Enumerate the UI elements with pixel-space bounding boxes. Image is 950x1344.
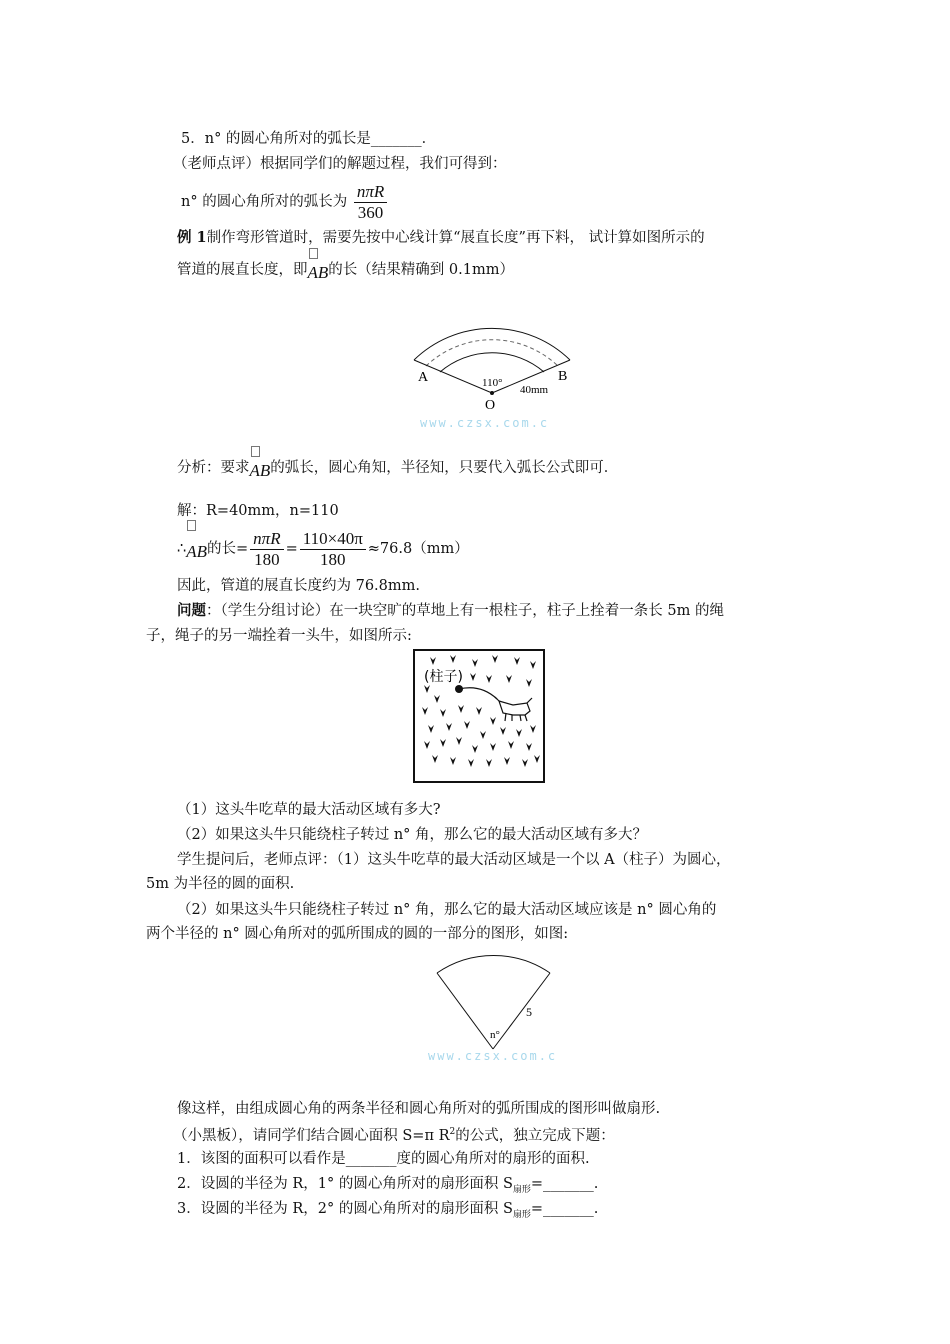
task-2-end: =_______. [530,1176,599,1192]
calc-equals: = [285,541,298,557]
sector-angle-label: n° [490,1029,500,1041]
formula-numerator: nπR [354,182,387,203]
arc-ab-label: AB [249,461,271,480]
label-o: O [485,398,496,413]
post-label: (柱子) [424,669,463,685]
therefore-symbol: ∴ [177,541,187,557]
watermark: www.czsx.com.c [428,1049,558,1063]
question-1: （1）这头牛吃草的最大活动区域有多大? [177,802,441,818]
sector-radius-label: 5 [526,1005,532,1019]
example-1-line2 [177,252,514,288]
example-1-line1 [177,228,705,248]
angle-label: 110° [482,377,503,389]
watermark: www.czsx.com.c [420,416,550,430]
sector-diagram [420,950,580,1065]
label-a: A [418,370,429,385]
example-line2-end: 的长（结果精确到 0.1mm） [328,262,514,278]
task-2 [177,1174,598,1200]
teacher-comment: （老师点评）根据同学们的解题过程，我们可得到： [173,156,507,172]
arc-ab-symbol [250,450,271,486]
task-2-start: 2．设圆的半径为 R，1° 的圆心角所对的扇形面积 S [177,1176,513,1192]
task-2-subscript: 扇形 [512,1184,531,1195]
label-b: B [558,369,568,384]
arc-length-formula [181,180,389,224]
arc-ab-symbol [308,252,329,288]
analysis-end: 的弧长，圆心角知，半径知，只要代入弧长公式即可． [270,460,619,476]
calc-fraction-1-den: 180 [254,549,280,569]
small-blackboard [173,1122,615,1146]
calc-fraction-1-num: nπR [250,529,283,550]
problem-line1 [177,601,724,621]
conclusion: 因此，管道的展直长度约为 76.8mm. [177,578,421,594]
cow-field-diagram [413,649,545,783]
task-3 [177,1199,598,1225]
calc-fraction-1 [250,529,283,570]
pipe-diagram [400,300,600,435]
board-text-start: （小黑板），请同学们结合圆心面积 S=π R [173,1127,450,1144]
calc-result: ≈76.8（mm） [367,541,469,557]
answer-2-line2: 两个半径的 n° 圆心角所对的弧所围成的圆的一部分的图形，如图: [146,926,569,942]
analysis-start: 分析：要求 [177,460,250,476]
analysis-line [177,450,618,486]
formula-prefix: n° 的圆心角所对的弧长为 [181,194,348,210]
question-5: 5．n° 的圆心角所对的弧长是_______． [181,131,437,147]
calc-fraction-2 [300,529,366,570]
problem-line2: 子，绳子的另一端拴着一头牛，如图所示: [146,628,412,644]
task-1: 1．该图的面积可以看作是_______度的圆心角所对的扇形的面积. [177,1151,590,1167]
formula-denominator: 360 [357,202,384,222]
board-superscript: 2 [449,1127,456,1137]
answer-2-line1: （2）如果这头牛只能绕柱子转过 n° 角，那么它的最大活动区域应该是 n° 圆心角的 [177,902,717,918]
question-2: （2）如果这头牛只能绕柱子转过 n° 角，那么它的最大活动区域有多大？ [177,827,648,843]
calc-fraction-2-den: 180 [320,549,346,569]
example-text: 制作弯形管道时，需要先按中心线计算“展直长度”再下料， 试计算如图所示的 [206,230,705,246]
sector-definition: 像这样，由组成圆心角的两条半径和圆心角所对的弧所围成的图形叫做扇形. [177,1101,661,1117]
solution-line: 解：R=40mm，n=110 [177,503,339,519]
answer-1-line1: 学生提问后，老师点评：（1）这头牛吃草的最大活动区域是一个以 A（柱子）为圆心， [177,852,731,868]
board-text-end: 的公式，独立完成下题： [455,1127,615,1144]
formula-fraction [354,182,387,223]
task-3-start: 3．设圆的半径为 R，2° 的圆心角所对的扇形面积 S [177,1201,513,1217]
arc-ab-label: AB [186,542,208,561]
answer-1-line2: 5m 为半径的圆的面积. [146,876,295,892]
radius-label: 40mm [520,384,549,396]
arc-ab-symbol [186,524,207,574]
example-label: 例 1 [177,229,207,246]
problem-label: 问题 [177,602,206,619]
example-line2-start: 管道的展直长度，即 [177,262,308,278]
calc-fraction-2-num: 110×40π [300,529,366,550]
task-3-end: =_______. [530,1201,599,1217]
calculation-line [177,524,469,574]
problem-text: ：（学生分组讨论）在一块空旷的草地上有一根柱子，柱子上拴着一条长 5m 的绳 [206,603,724,619]
arc-ab-label: AB [307,263,329,282]
calc-start: 的长= [207,541,249,557]
task-3-subscript: 扇形 [512,1209,531,1220]
